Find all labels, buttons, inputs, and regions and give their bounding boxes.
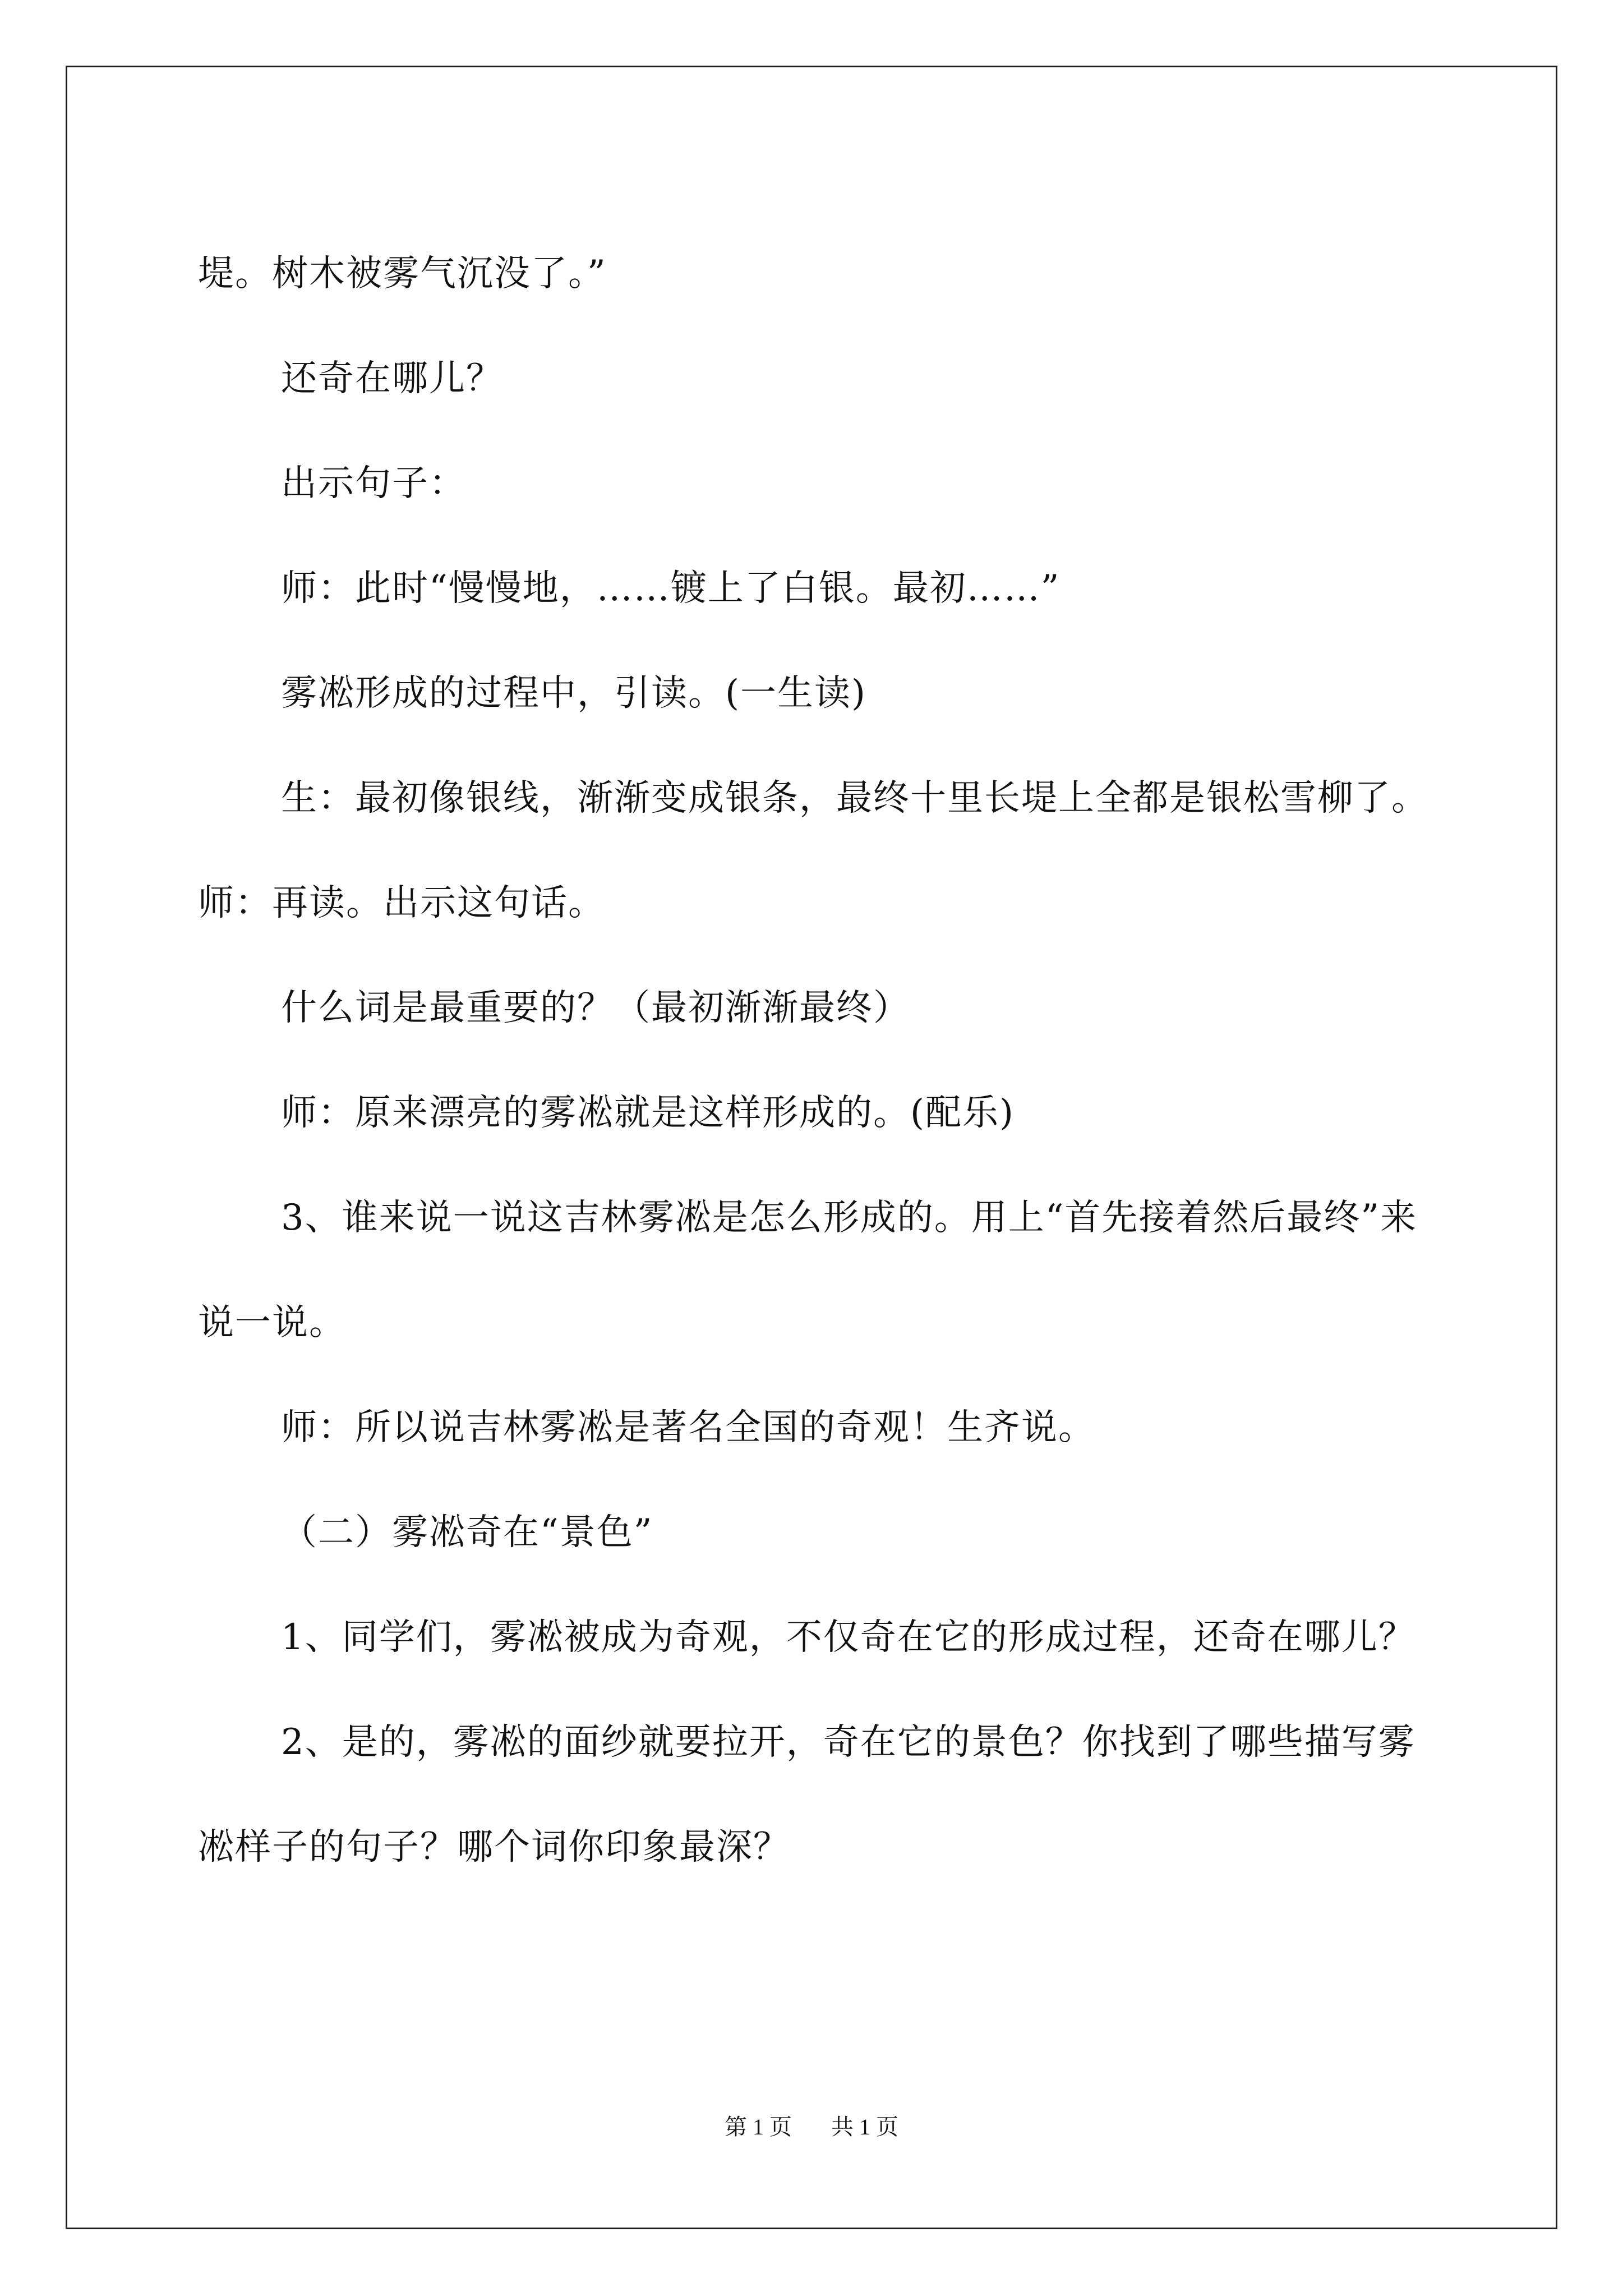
section-heading: （二）雾凇奇在“景色” xyxy=(281,1512,653,1553)
paragraph-7: 什么词是最重要的？（最初渐渐最终） xyxy=(281,987,910,1029)
paragraph-8: 师：原来漂亮的雾凇就是这样形成的。(配乐) xyxy=(281,1092,1015,1134)
paragraph-6: 生：最初像银线，渐渐变成银条，最终十里长堤上全都是银松雪柳了。师：再读。出示这句话。 xyxy=(198,777,1428,924)
paragraph-4: 师：此时“慢慢地，……镀上了白银。最初……” xyxy=(281,568,1061,609)
paragraph-1: 堤。树木被雾气沉没了。” xyxy=(198,253,607,295)
document-body xyxy=(198,222,1429,1900)
paragraph-12: 1、同学们，雾凇被成为奇观，不仅奇在它的形成过程，还奇在哪儿？ xyxy=(281,1617,1415,1658)
page-total: 共 1 页 xyxy=(831,2114,898,2139)
paragraph-13: 2、是的，雾凇的面纱就要拉开，奇在它的景色？你找到了哪些描写雾凇样子的句子？哪个词你印象最深？ xyxy=(198,1722,1415,1868)
paragraph-3: 出示句子： xyxy=(281,463,466,504)
paragraph-9: 3、谁来说一说这吉林雾凇是怎么形成的。用上“首先接着然后最终”来说一说。 xyxy=(198,1197,1418,1343)
page-number: 第 1 页 xyxy=(725,2114,792,2139)
paragraph-10: 师：所以说吉林雾凇是著名全国的奇观！生齐说。 xyxy=(281,1407,1095,1448)
paragraph-2: 还奇在哪儿？ xyxy=(281,358,503,399)
paragraph-5: 雾凇形成的过程中，引读。(一生读) xyxy=(281,673,866,714)
page-footer xyxy=(0,2109,1623,2141)
